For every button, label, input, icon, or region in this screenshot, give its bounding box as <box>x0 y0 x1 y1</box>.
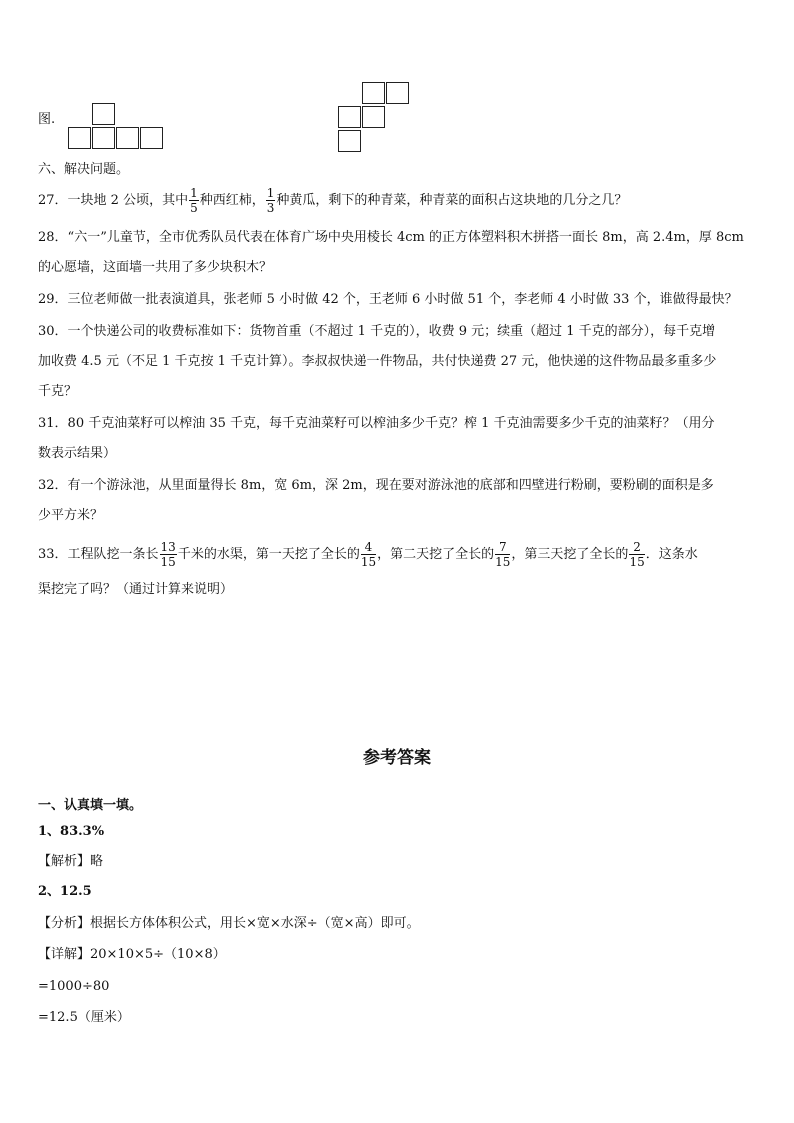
question-32-line-1: 32．有一个游泳池，从里面量得长 8m，宽 6m，深 2m，现在要对游泳池的底部和四壁进行粉刷，要粉刷的面积是多 <box>38 478 714 493</box>
net-cell <box>92 103 115 125</box>
net-cell <box>140 127 163 149</box>
fraction: $\frac{7}{15}$ <box>495 540 511 569</box>
net-cell <box>68 127 91 149</box>
net-cell <box>338 106 361 128</box>
fraction: $\frac{4}{15}$ <box>360 540 377 569</box>
figure-label: 图. <box>38 112 56 127</box>
question-30-line-2: 加收费 4.5 元（不足 1 千克按 1 千克计算）。李叔叔快递一件物品，共付快递费 27 元，他快递的这件物品最多重多少 <box>38 354 717 369</box>
question-33-line-1: 33．工程队挖一条长 $\frac{13}{15}$ 千米的水渠，第一天挖了全长的 $\frac{4}{15}$ ，第二天挖了全长的 $\frac{7}{15}$ ，第三天挖了全长的 $\frac{2}{15}$ ．这条水 <box>38 540 698 569</box>
question-28-line-1: 28．“六一”儿童节，全市优秀队员代表在体育广场中央用棱长 4cm 的正方体塑料积木拼搭一面长 8m，高 2.4m，厚 8cm <box>38 230 744 245</box>
answer-2-step-2: =12.5（厘米） <box>38 1010 130 1025</box>
net-cell <box>338 130 361 152</box>
question-30-line-3: 千克？ <box>38 384 78 399</box>
question-32-line-2: 少平方米？ <box>38 508 104 523</box>
fraction: $\frac{2}{15}$ <box>629 540 645 569</box>
answer-2: 2、12.5 <box>38 884 92 899</box>
question-29: 29．三位老师做一批表演道具，张老师 5 小时做 42 个，王老师 6 小时做 51 个，李老师 4 小时做 33 个，谁做得最快？ <box>38 292 738 307</box>
question-31-line-2: 数表示结果） <box>38 446 117 461</box>
net-cell <box>362 106 385 128</box>
question-30-line-1: 30．一个快递公司的收费标准如下：货物首重（不超过 1 千克的），收费 9 元；续重（超过 1 千克的部分），每千克增 <box>38 324 716 339</box>
question-28-line-2: 的心愿墙，这面墙一共用了多少块积木？ <box>38 260 273 275</box>
answer-2-detail: 【详解】20×10×5÷（10×8） <box>38 947 226 962</box>
question-31-line-1: 31．80 千克油菜籽可以榨油 35 千克，每千克油菜籽可以榨油多少千克？榨 1 千克油需要多少千克的油菜籽？（用分 <box>38 416 715 431</box>
answer-2-analysis: 【分析】根据长方体体积公式，用长×宽×水深÷（宽×高）即可。 <box>38 916 420 931</box>
answer-1: 1、83.3% <box>38 824 105 839</box>
net-cell <box>92 127 115 149</box>
fraction: $\frac{1}{5}$ <box>190 186 198 215</box>
fraction: $\frac{13}{15}$ <box>160 540 176 569</box>
net-figure-left <box>68 103 168 153</box>
answer-2-step-1: =1000÷80 <box>38 979 110 994</box>
net-figure-right <box>338 82 418 157</box>
answer-1-note: 【解析】略 <box>38 854 104 869</box>
section-6-title: 六、解决问题。 <box>38 162 130 177</box>
net-cell <box>386 82 409 104</box>
question-27: 27．一块地 2 公顷，其中 $\frac{1}{5}$ 种西红柿， $\frac{1}{3}$ 种黄瓜，剩下的种青菜，种青菜的面积占这块地的几分之几？ <box>38 186 628 215</box>
fraction: $\frac{1}{3}$ <box>266 186 275 215</box>
answers-title: 参考答案 <box>363 748 431 768</box>
net-cell <box>362 82 385 104</box>
net-cell <box>116 127 139 149</box>
answers-section-1: 一、认真填一填。 <box>38 798 143 813</box>
question-33-line-2: 渠挖完了吗？（通过计算来说明） <box>38 582 234 597</box>
